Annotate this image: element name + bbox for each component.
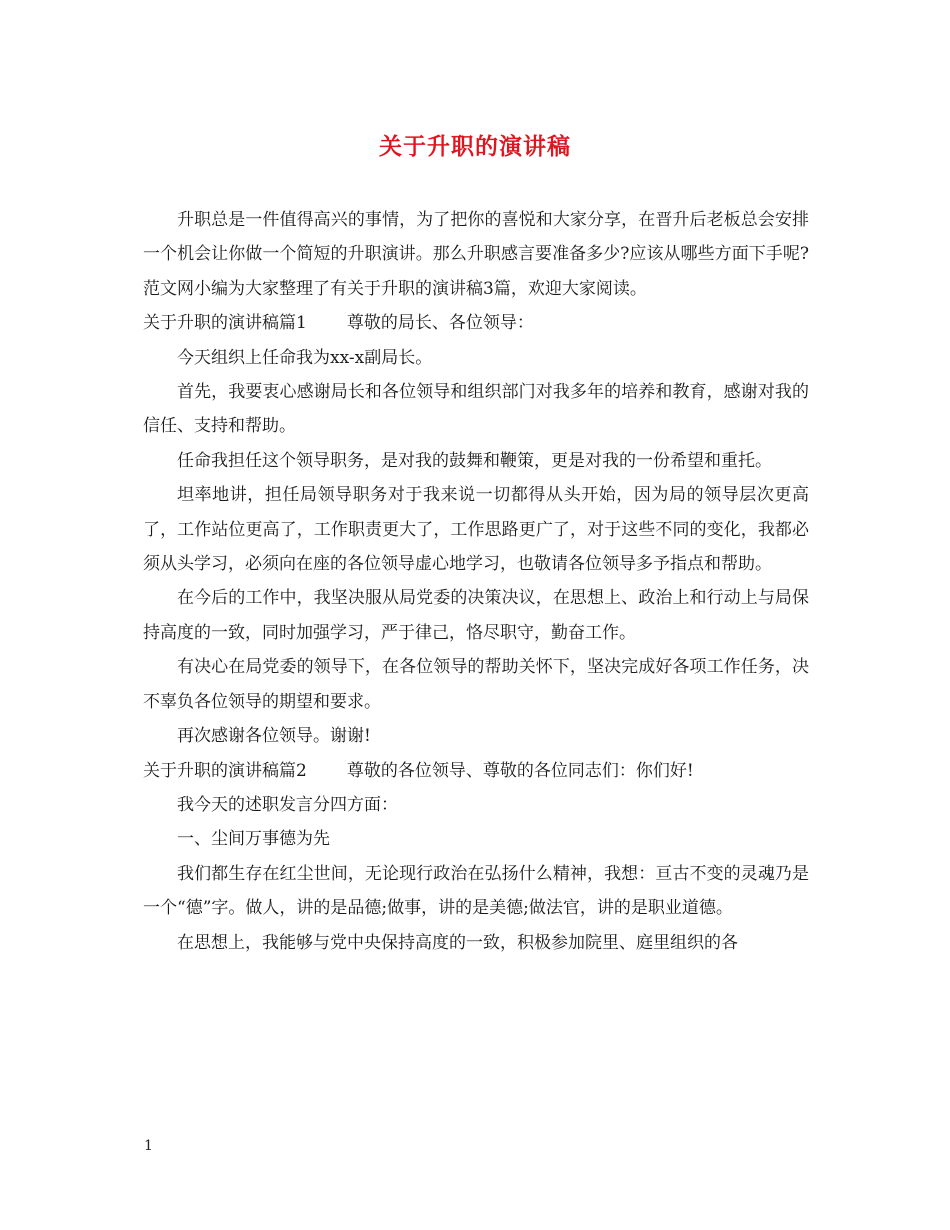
section-heading: [143, 754, 809, 788]
section-label: 关于升职的演讲稿篇2: [143, 760, 307, 781]
paragraph: 首先，我要衷心感谢局长和各位领导和组织部门对我多年的培养和教育，感谢对我的信任、支持和帮助。: [143, 382, 809, 437]
section-label: 关于升职的演讲稿篇1: [143, 313, 307, 334]
paragraph: 任命我担任这个领导职务，是对我的鼓舞和鞭策，更是对我的一份希望和重托。: [177, 450, 772, 471]
paragraph: 在思想上，我能够与党中央保持高度的一致，积极参加院里、庭里组织的各: [177, 932, 738, 953]
paragraph: 有决心在局党委的领导下，在各位领导的帮助关怀下，坚决完成好各项工作任务，决不辜负各位领导的期望和要求。: [143, 657, 809, 712]
paragraph: 升职总是一件值得高兴的事情，为了把你的喜悦和大家分享，在晋升后老板总会安排一个机会让你做一个简短的升职演讲。那么升职感言要准备多少?应该从哪些方面下手呢?范文网小编为大家整理了有关于升职的演讲稿3篇，欢迎大家阅读。: [143, 210, 809, 299]
section-salutation: 尊敬的局长、各位领导：: [346, 313, 534, 334]
paragraph: 坦率地讲，担任局领导职务对于我来说一切都得从头开始，因为局的领导层次更高了，工作站位更高了，工作职责更大了，工作思路更广了，对于这些不同的变化，我都必须从头学习，必须向在座的各位领导虚心地学习，也敬请各位领导多予指点和帮助。: [143, 485, 809, 575]
document-body: [143, 203, 809, 960]
paragraph: 一、尘间万事德为先: [177, 829, 330, 850]
section-salutation: 尊敬的各位领导、尊敬的各位同志们：你们好!: [346, 760, 694, 781]
paragraph: 在今后的工作中，我坚决服从局党委的决策决议，在思想上、政治上和行动上与局保持高度的一致，同时加强学习，严于律己，恪尽职守，勤奋工作。: [143, 588, 809, 643]
section-heading: [143, 306, 809, 340]
paragraph: 我们都生存在红尘世间，无论现行政治在弘扬什么精神，我想：亘古不变的灵魂乃是一个“德”字。做人，讲的是品德;做事，讲的是美德;做法官，讲的是职业道德。: [143, 863, 809, 919]
paragraph: 我今天的述职发言分四方面：: [177, 794, 398, 815]
page-number: 1: [144, 1138, 153, 1154]
paragraph: 再次感谢各位领导。谢谢!: [177, 726, 371, 747]
document-title: 关于升职的演讲稿: [379, 133, 571, 160]
paragraph: 今天组织上任命我为xx-x副局长。: [177, 347, 433, 368]
